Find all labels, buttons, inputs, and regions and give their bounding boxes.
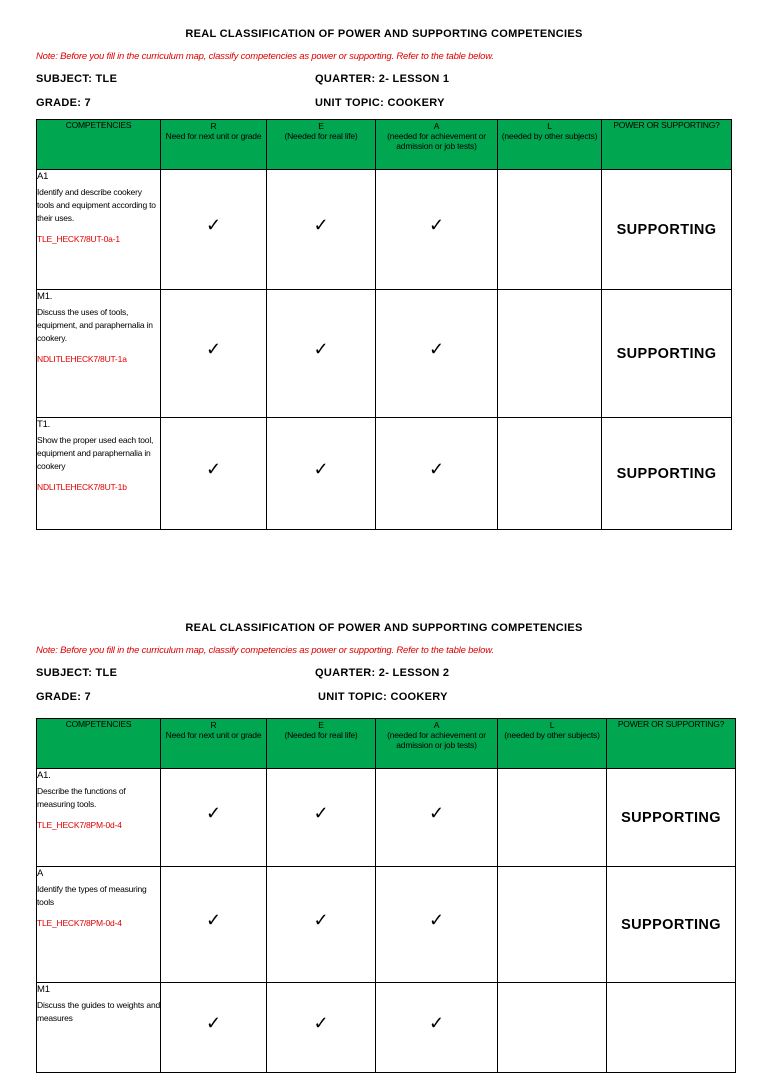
header-r-letter: R — [210, 121, 217, 131]
header-r — [161, 719, 267, 769]
e-cell — [267, 418, 376, 530]
classification-result: SUPPORTING — [607, 867, 736, 983]
header-r-text: Need for next unit or grade — [165, 131, 262, 141]
header-a-letter: A — [433, 720, 440, 730]
e-cell — [267, 290, 376, 418]
header-r — [161, 120, 267, 170]
header-e — [267, 120, 376, 170]
competency-code: NDLITLEHECK7/8UT-1b — [37, 482, 127, 492]
r-cell — [161, 769, 267, 867]
competency-cell — [37, 769, 161, 867]
header-r-text: Need for next unit or grade — [165, 730, 262, 740]
header-l-letter: L — [547, 121, 552, 131]
l-cell — [498, 290, 602, 418]
header-e — [267, 719, 376, 769]
checkmark-icon: ✓ — [313, 459, 329, 479]
classification-result: SUPPORTING — [607, 769, 736, 867]
checkmark-icon: ✓ — [313, 215, 329, 235]
classification-result: SUPPORTING — [602, 290, 732, 418]
checkmark-icon: ✓ — [428, 459, 445, 479]
l-cell — [498, 418, 602, 530]
classification-result: SUPPORTING — [602, 418, 732, 530]
checkmark-icon: ✓ — [428, 215, 445, 235]
l-cell — [498, 769, 607, 867]
e-cell — [267, 983, 376, 1073]
competency-code: TLE_HECK7/8PM-0d-4 — [37, 918, 122, 928]
header-a-text: (needed for achievement or admission or job tests) — [387, 730, 486, 750]
section-2-subject: SUBJECT: TLE — [36, 667, 118, 679]
header-r-letter: R — [210, 720, 217, 730]
header-e-letter: E — [318, 121, 324, 131]
header-a-letter: A — [433, 121, 440, 131]
checkmark-icon: ✓ — [205, 339, 222, 359]
l-cell — [498, 867, 607, 983]
header-l-text: (needed by other subjects) — [504, 730, 600, 740]
competency-code: NDLITLEHECK7/8UT-1a — [37, 354, 127, 364]
a-cell — [376, 769, 498, 867]
competency-code-head: A — [37, 868, 44, 879]
a-cell — [376, 867, 498, 983]
checkmark-icon: ✓ — [205, 803, 222, 823]
checkmark-icon: ✓ — [313, 910, 329, 930]
a-cell — [376, 418, 498, 530]
e-cell — [267, 769, 376, 867]
table-row — [37, 867, 736, 983]
header-l-letter: L — [549, 720, 555, 730]
checkmark-icon: ✓ — [205, 459, 222, 479]
competency-description: Describe the functions of measuring tools. — [37, 786, 126, 809]
section-1-subject: SUBJECT: TLE — [36, 73, 118, 85]
checkmark-icon: ✓ — [428, 803, 445, 823]
a-cell — [376, 170, 498, 290]
competency-code: TLE_HECK7/8UT-0a-1 — [37, 234, 120, 244]
header-competencies: COMPETENCIES — [37, 719, 161, 769]
header-competencies: COMPETENCIES — [37, 120, 161, 170]
section-1-grade: GRADE: 7 — [36, 97, 91, 109]
header-e-text: (Needed for real life) — [284, 131, 358, 141]
section-1-note: Note: Before you fill in the curriculum map, classify competencies as power or supporting. Refer to the table below. — [36, 51, 494, 62]
section-1-table — [36, 119, 732, 530]
header-e-text: (Needed for real life) — [284, 730, 358, 740]
section-2-title: REAL CLASSIFICATION OF POWER AND SUPPORTING COMPETENCIES — [185, 622, 583, 634]
header-l-text: (needed by other subjects) — [501, 131, 598, 141]
competency-cell — [37, 867, 161, 983]
section-1-unit-topic: UNIT TOPIC: COOKERY — [315, 97, 445, 109]
r-cell — [161, 867, 267, 983]
competency-description: Discuss the uses of tools, equipment, and paraphernalia in cookery. — [37, 307, 153, 343]
competency-description: Show the proper used each tool, equipment and paraphernalia in cookery — [37, 435, 154, 471]
table-row — [37, 170, 732, 290]
competency-description: Identify and describe cookery tools and equipment according to their uses. — [37, 187, 156, 223]
section-2-grade: GRADE: 7 — [36, 691, 91, 703]
checkmark-icon: ✓ — [428, 910, 445, 930]
competency-code-head: M1. — [37, 291, 53, 302]
header-a — [376, 719, 498, 769]
checkmark-icon: ✓ — [205, 910, 222, 930]
classification-result — [607, 983, 736, 1073]
r-cell — [161, 983, 267, 1073]
competency-code-head: A1 — [37, 171, 49, 182]
competency-code: TLE_HECK7/8PM-0d-4 — [37, 820, 122, 830]
competency-cell — [37, 170, 161, 290]
header-a — [376, 120, 498, 170]
competency-cell — [37, 418, 161, 530]
table-row — [37, 418, 732, 530]
r-cell — [161, 170, 267, 290]
header-result: POWER OR SUPPORTING? — [607, 719, 736, 769]
competency-description: Identify the types of measuring tools — [37, 884, 147, 907]
competency-code-head: A1. — [37, 770, 51, 781]
l-cell — [498, 170, 602, 290]
e-cell — [267, 170, 376, 290]
checkmark-icon: ✓ — [428, 339, 445, 359]
table-header-row — [37, 120, 732, 170]
table-row — [37, 769, 736, 867]
checkmark-icon: ✓ — [313, 803, 329, 823]
section-2-unit-topic: UNIT TOPIC: COOKERY — [318, 691, 448, 703]
a-cell — [376, 983, 498, 1073]
header-a-text: (needed for achievement or admission or job tests) — [387, 131, 486, 151]
competency-cell — [37, 983, 161, 1073]
checkmark-icon: ✓ — [313, 1013, 329, 1033]
a-cell — [376, 290, 498, 418]
section-1-title: REAL CLASSIFICATION OF POWER AND SUPPORTING COMPETENCIES — [185, 28, 583, 40]
section-2-table — [36, 718, 736, 1073]
checkmark-icon: ✓ — [313, 339, 329, 359]
header-result: POWER OR SUPPORTING? — [602, 120, 732, 170]
e-cell — [267, 867, 376, 983]
header-l — [498, 719, 607, 769]
r-cell — [161, 290, 267, 418]
competency-description: Discuss the guides to weights and measures — [37, 1000, 160, 1023]
l-cell — [498, 983, 607, 1073]
header-e-letter: E — [318, 720, 324, 730]
table-row — [37, 983, 736, 1073]
checkmark-icon: ✓ — [428, 1013, 445, 1033]
header-l — [498, 120, 602, 170]
checkmark-icon: ✓ — [205, 215, 222, 235]
table-header-row — [37, 719, 736, 769]
classification-result: SUPPORTING — [602, 170, 732, 290]
r-cell — [161, 418, 267, 530]
section-2-quarter: QUARTER: 2- LESSON 2 — [315, 667, 450, 679]
competency-cell — [37, 290, 161, 418]
table-row — [37, 290, 732, 418]
competency-code-head: T1. — [37, 419, 51, 430]
checkmark-icon: ✓ — [205, 1013, 222, 1033]
section-1-quarter: QUARTER: 2- LESSON 1 — [315, 73, 450, 85]
section-2-note: Note: Before you fill in the curriculum map, classify competencies as power or supporting. Refer to the table below. — [36, 645, 494, 656]
competency-code-head: M1 — [37, 984, 50, 995]
